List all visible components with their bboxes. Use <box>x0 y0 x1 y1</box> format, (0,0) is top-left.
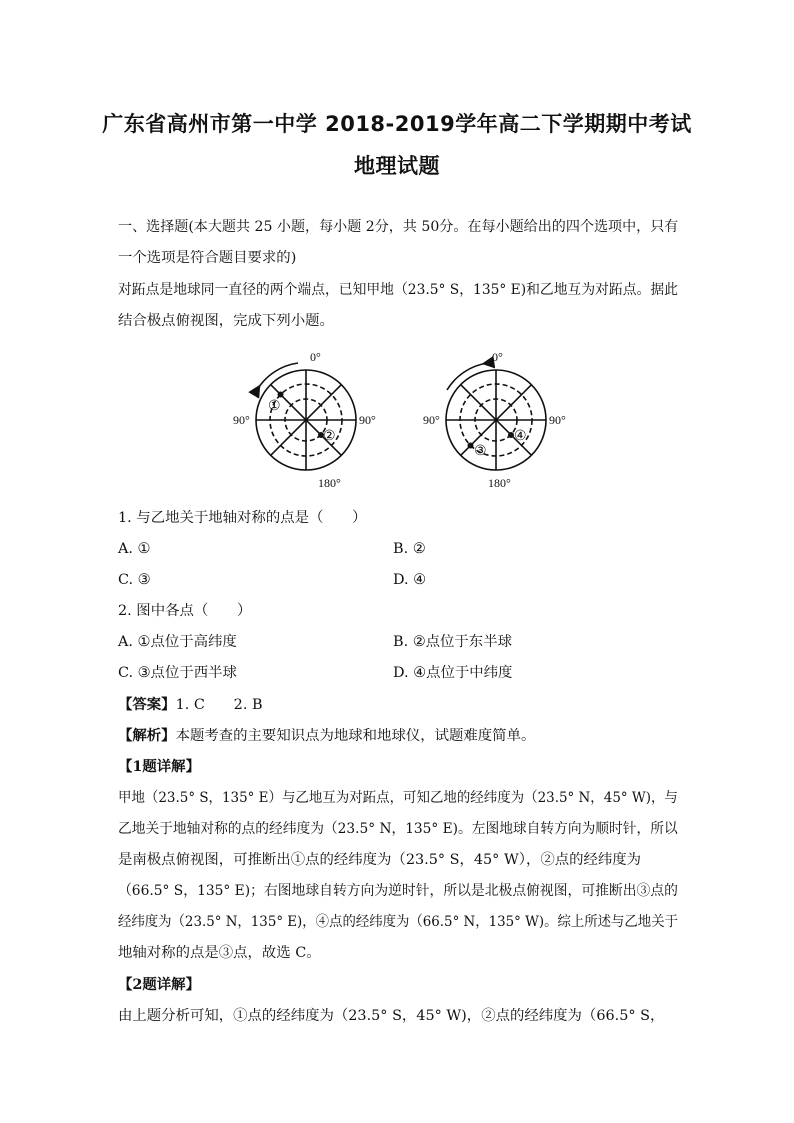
q2-option-c: C. ③点位于西半球 <box>118 665 237 681</box>
point-3-label: ③ <box>474 444 487 459</box>
south-pole-view-diagram <box>256 363 356 470</box>
polar-view-figure <box>226 345 576 493</box>
q2-option-b: B. ②点位于东半球 <box>393 634 512 650</box>
right-label-180: 180° <box>488 476 511 490</box>
question-stem-line2: 结合极点俯视图，完成下列小题。 <box>118 313 334 329</box>
q1-option-b: B. ② <box>393 541 426 557</box>
point-3-dot <box>468 443 474 449</box>
detail1-heading: 【1题详解】 <box>118 758 200 775</box>
point-2-label: ② <box>323 429 336 444</box>
section-instruction-line1: 一、选择题(本大题共 25 小题，每小题 2分，共 50分。在每小题给出的四个选项中，只有 <box>118 219 679 235</box>
q1-option-c: C. ③ <box>118 572 151 588</box>
answer-label: 【答案】 <box>118 696 176 713</box>
point-1-label: ① <box>268 399 281 414</box>
right-label-90-west: 90° <box>423 413 440 427</box>
detail1-line: 甲地（23.5° S，135° E）与乙地互为对跖点，可知乙地的经纬度为（23.5° N，45° W)，与 <box>118 790 678 806</box>
detail1-line: 经纬度为（23.5° N，135° E)，④点的经纬度为（66.5° N，135° W)。综上所述与乙地关于 <box>118 914 678 930</box>
q1-option-a: A. ① <box>118 541 151 557</box>
detail1-line: （66.5° S，135° E)；右图地球自转方向为逆时针，所以是北极点俯视图，可推断出③点的 <box>118 883 678 899</box>
answer-text: 1. C 2. B <box>175 697 263 713</box>
right-label-90-east: 90° <box>549 413 566 427</box>
question-stem-line1: 对跖点是地球同一直径的两个端点，已知甲地（23.5° S，135° E)和乙地互为对跖点。据此 <box>118 282 678 298</box>
point-4-label: ④ <box>514 429 527 444</box>
left-label-180: 180° <box>318 476 341 490</box>
left-label-90-east: 90° <box>359 413 376 427</box>
answer-row <box>118 695 678 715</box>
right-label-0: 0° <box>492 350 503 364</box>
detail2-heading: 【2题详解】 <box>118 976 200 993</box>
detail1-line: 是南极点俯视图，可推断出①点的经纬度为（23.5° S，45° W），②点的经纬度为 <box>118 852 642 868</box>
analysis-label: 【解析】 <box>118 727 176 744</box>
doc-title-line2: 地理试题 <box>354 154 440 178</box>
doc-title-line1: 广东省高州市第一中学 2018-2019学年高二下学期期中考试 <box>102 112 692 136</box>
q2-stem: 2. 图中各点（ ） <box>118 603 252 619</box>
point-1-dot <box>278 392 284 398</box>
detail1-line: 乙地关于地轴对称的点的经纬度为（23.5° N，135° E)。左图地球自转方向为顺时针，所以 <box>118 821 678 837</box>
q2-option-a: A. ①点位于高纬度 <box>118 634 237 650</box>
analysis-row <box>118 726 678 746</box>
q1-option-d: D. ④ <box>393 572 427 588</box>
left-label-0: 0° <box>310 350 321 364</box>
detail2-line: 由上题分析可知，①点的经纬度为（23.5° S，45° W)，②点的经纬度为（66.5° S， <box>118 1008 665 1024</box>
section-instruction-line2: 一个选项是符合题目要求的) <box>118 250 297 266</box>
q1-stem: 1. 与乙地关于地轴对称的点是（ ） <box>118 510 367 526</box>
q2-option-d: D. ④点位于中纬度 <box>393 665 513 681</box>
detail1-line: 地轴对称的点是③点，故选 C。 <box>118 945 321 961</box>
left-label-90-west: 90° <box>233 413 250 427</box>
north-pole-view-diagram <box>446 363 546 470</box>
analysis-text: 本题考查的主要知识点为地球和地球仪，试题难度简单。 <box>175 728 536 744</box>
